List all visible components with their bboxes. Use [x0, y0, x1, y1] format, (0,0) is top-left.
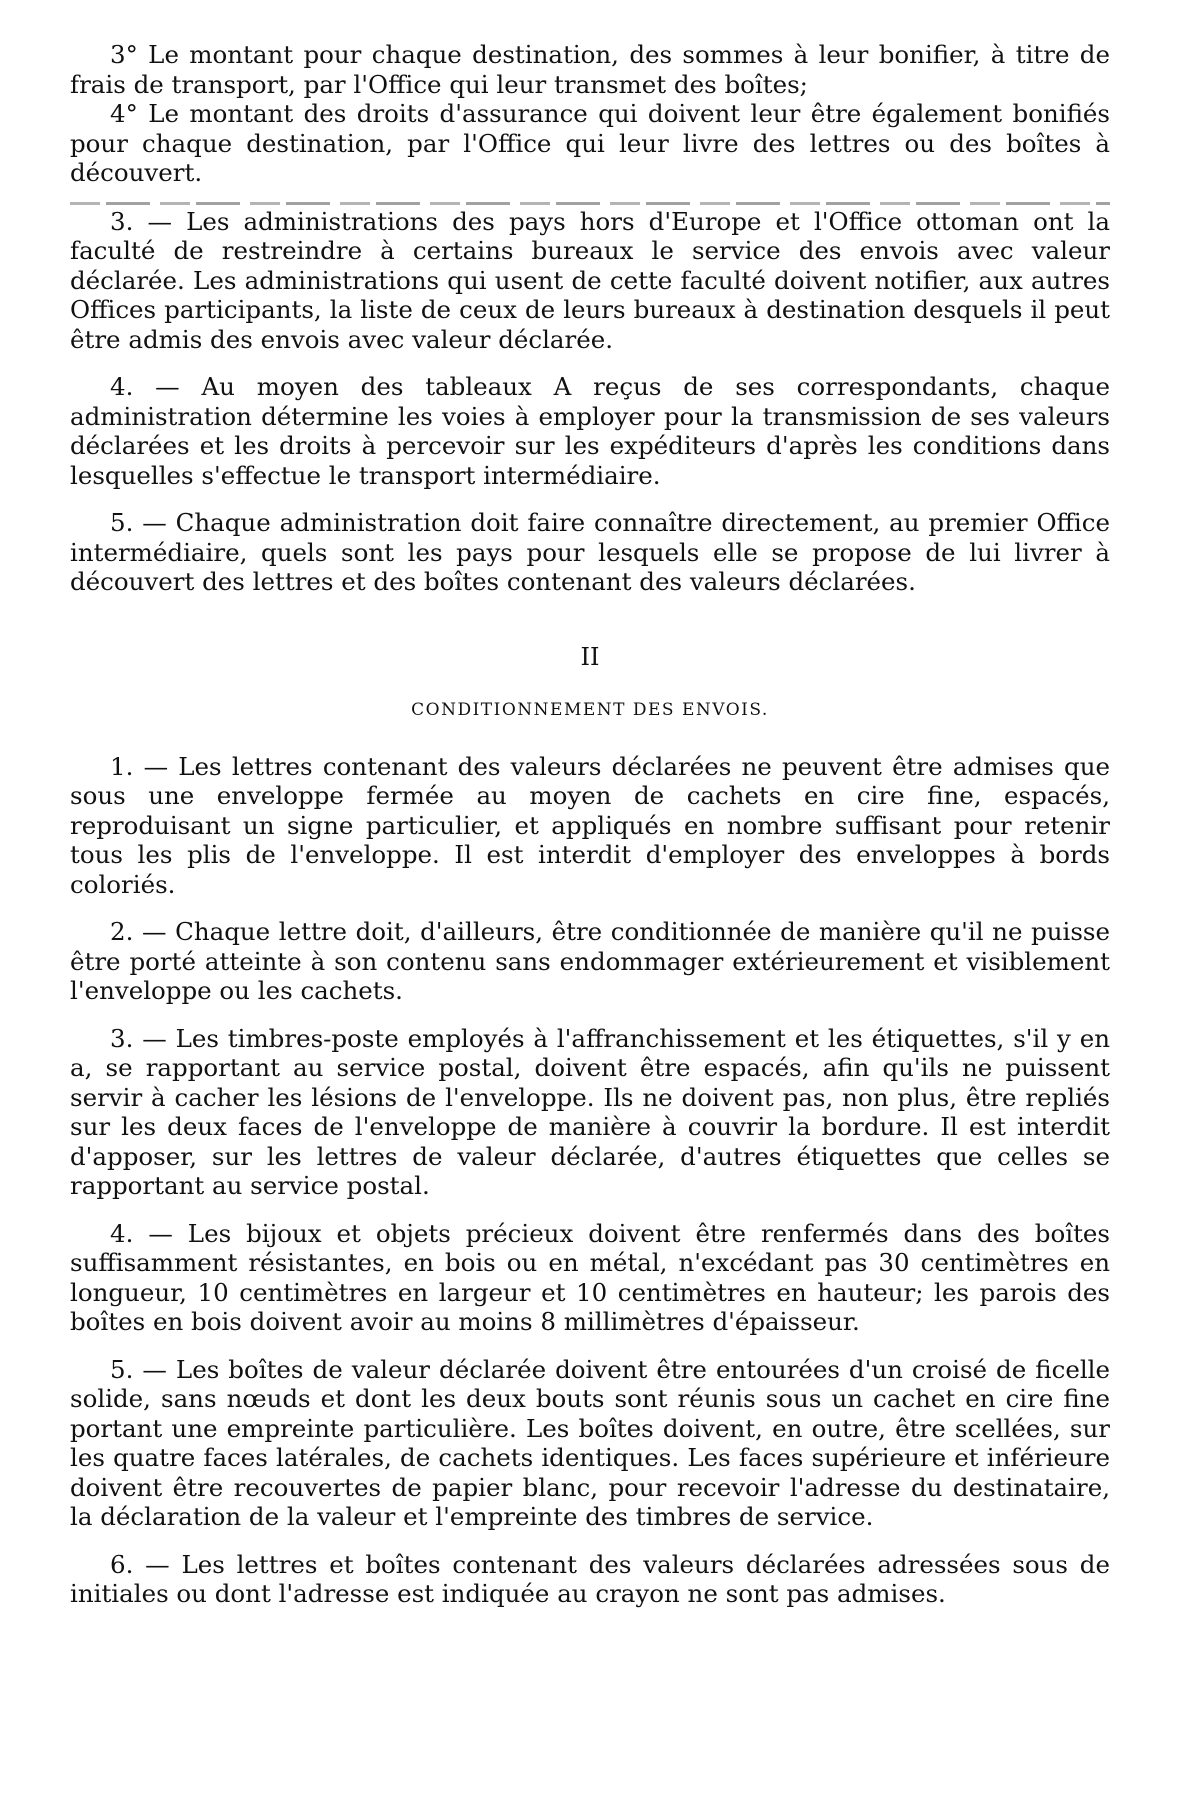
paragraph-s2-item-3: 3. — Les timbres-poste employés à l'affranchissement et les étiquettes, s'il y en a, se rapportant au service postal, doivent être espacés, afin qu'ils ne puissent servir à cacher les lésions de l'enveloppe. Ils ne doivent pas, non plus, être repliés sur les deux faces de l'enveloppe de manière à couvrir la bordure. Il est interdit d'apposer, sur les lettres de valeur déclarée, d'autres étiquettes que celles se rapportant au service postal. — [70, 1023, 1110, 1200]
paragraph-s2-item-5: 5. — Les boîtes de valeur déclarée doivent être entourées d'un croisé de ficelle solide, sans nœuds et dont les deux bouts sont réunis sous un cachet en cire fine portant une empreinte particulière. Les boîtes doivent, en outre, être scellées, sur les quatre faces latérales, de cachets identiques. Les faces supérieure et inférieure doivent être recouvertes de papier blanc, pour recevoir l'adresse du destinataire, la déclaration de la valeur et l'empreinte des timbres de service. — [70, 1354, 1110, 1531]
paragraph-s2-item-2: 2. — Chaque lettre doit, d'ailleurs, être conditionnée de manière qu'il ne puisse être porté atteinte à son contenu sans endommager extérieurement et visiblement l'enveloppe ou les cachets. — [70, 917, 1110, 1005]
paragraph-4-droits-assurance: 4° Le montant des droits d'assurance qui doivent leur être également bonifiés pour chaque destination, par l'Office qui leur livre des lettres ou des boîtes à découvert. — [70, 99, 1110, 187]
paragraph-3-frais-transport: 3° Le montant pour chaque destination, des sommes à leur bonifier, à titre de frais de transport, par l'Office qui leur transmet des boîtes; — [70, 40, 1110, 99]
paragraph-s2-item-1: 1. — Les lettres contenant des valeurs déclarées ne peuvent être admises que sous une enveloppe fermée au moyen de cachets en cire fine, espacés, reproduisant un signe particulier, et appliqués en nombre suffisant pour retenir tous les plis de l'enveloppe. Il est interdit d'employer des enveloppes à bords coloriés. — [70, 751, 1110, 899]
document-page — [70, 40, 1110, 1609]
paragraph-item-5: 5. — Chaque administration doit faire connaître directement, au premier Office intermédiaire, quels sont les pays pour lesquels elle se propose de lui livrer à découvert des lettres et des boîtes contenant des valeurs déclarées. — [70, 508, 1110, 596]
paragraph-s2-item-6: 6. — Les lettres et boîtes contenant des valeurs déclarées adressées sous de initiales ou dont l'adresse est indiquée au crayon ne sont pas admises. — [70, 1549, 1110, 1608]
paragraph-item-3: 3. — Les administrations des pays hors d'Europe et l'Office ottoman ont la faculté de restreindre à certains bureaux le service des envois avec valeur déclarée. Les administrations qui usent de cette faculté doivent notifier, aux autres Offices participants, la liste de ceux de leurs bureaux à destination desquels il peut être admis des envois avec valeur déclarée. — [70, 206, 1110, 354]
section-number: II — [580, 642, 600, 671]
section-title: CONDITIONNEMENT DES ENVOIS. — [411, 700, 769, 720]
paragraph-item-4: 4. — Au moyen des tableaux A reçus de ses correspondants, chaque administration détermine les voies à employer pour la transmission de ses valeurs déclarées et les droits à percevoir sur les expéditeurs d'après les conditions dans lesquelles s'effectue le transport intermédiaire. — [70, 372, 1110, 490]
separator-rule — [70, 202, 1110, 205]
paragraph-s2-item-4: 4. — Les bijoux et objets précieux doivent être renfermés dans des boîtes suffisamment résistantes, en bois ou en métal, n'excédant pas 30 centimètres en longueur, 10 centimètres en largeur et 10 centimètres en hauteur; les parois des boîtes en bois doivent avoir au moins 8 millimètres d'épaisseur. — [70, 1218, 1110, 1336]
